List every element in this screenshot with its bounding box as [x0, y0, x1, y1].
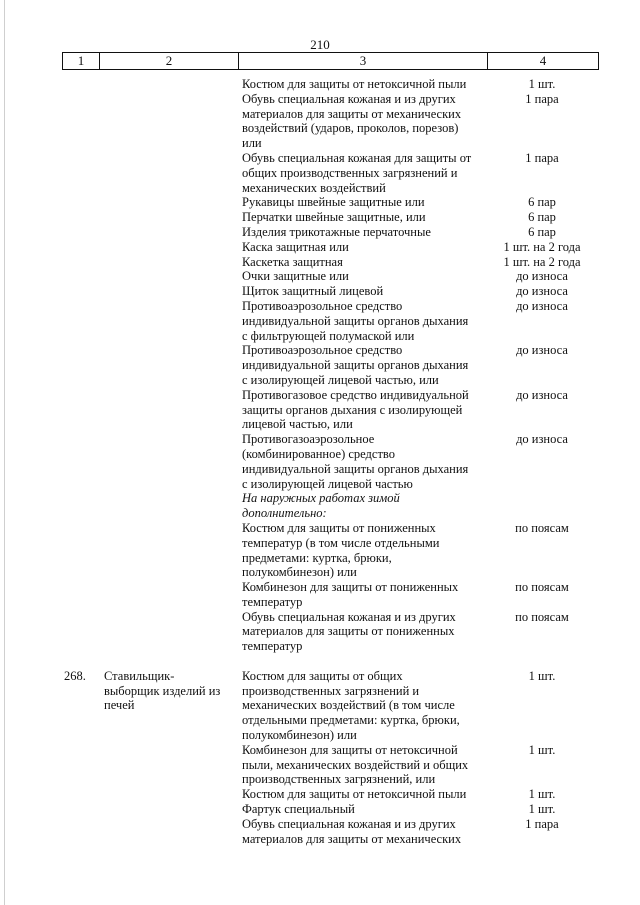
issue-norm: 1 шт. — [528, 802, 556, 817]
table-row — [0, 343, 640, 387]
table-row — [0, 77, 640, 92]
column-header-3: 3 — [239, 53, 488, 70]
table-body — [0, 77, 640, 846]
issue-norm: до износа — [516, 387, 568, 402]
table-row — [0, 817, 640, 847]
issue-norm: 6 пар — [528, 210, 556, 225]
table-row — [0, 491, 640, 521]
table-row — [0, 743, 640, 787]
protective-item: Костюм для защиты от пониженных температур (в том числе отдельными предметами: куртка, брюки, полукомбинезон) или — [242, 520, 440, 580]
table-row — [0, 432, 640, 491]
table-row — [0, 787, 640, 802]
protective-item: Каскетка защитная — [242, 254, 343, 269]
protective-item: Обувь специальная кожаная и из других материалов для защиты от механических воздействий (ударов, проколов, порезов) или — [242, 91, 462, 151]
table-row — [0, 669, 640, 743]
table-row — [0, 580, 640, 610]
issue-norm: 6 пар — [528, 224, 556, 239]
issue-norm: до износа — [516, 298, 568, 313]
issue-norm: 1 пара — [525, 150, 559, 165]
protective-item: Костюм для защиты от общих производственных загрязнений и механических воздействий (в том числе отдельными предметами: куртка, брюки, полукомбинезон) или — [242, 668, 460, 743]
protective-item: Обувь специальная кожаная и из других материалов для защиты от пониженных температур — [242, 609, 456, 654]
table-row — [0, 269, 640, 284]
protective-item: Комбинезон для защиты от пониженных температур — [242, 580, 459, 609]
protective-item: Костюм для защиты от нетоксичной пыли — [242, 77, 467, 91]
profession-name: Ставильщик- выборщик изделий из печей — [104, 668, 221, 713]
table-row — [0, 255, 640, 270]
table-row — [0, 225, 640, 240]
issue-norm: 6 пар — [528, 195, 556, 210]
issue-norm: 1 шт. — [528, 77, 556, 91]
table-row — [0, 240, 640, 255]
issue-norm: до износа — [516, 284, 568, 299]
table-row — [0, 521, 640, 580]
column-header-4: 4 — [488, 53, 599, 70]
issue-norm: по поясам — [515, 580, 569, 595]
protective-item: Перчатки швейные защитные, или — [242, 210, 426, 225]
protective-item: Противоаэрозольное средство индивидуальной защиты органов дыхания с фильтрующей полумаской или — [242, 298, 469, 343]
protective-item: Очки защитные или — [242, 269, 349, 284]
column-header-table — [62, 52, 599, 70]
table-row — [0, 802, 640, 817]
row-number: 268. — [64, 668, 86, 683]
column-header-1: 1 — [63, 53, 100, 70]
table-row — [0, 210, 640, 225]
protective-item: Противогазоаэрозольное (комбинированное) средство индивидуальной защиты органов дыхания с изолирующей лицевой частью — [242, 432, 469, 491]
table-row — [0, 195, 640, 210]
table-row — [0, 151, 640, 195]
issue-norm: 1 шт. — [528, 668, 556, 683]
column-header-row — [63, 53, 599, 70]
issue-norm: до износа — [516, 269, 568, 284]
protective-item: На наружных работах зимой дополнительно: — [242, 491, 400, 521]
table-row — [0, 92, 640, 151]
issue-norm: 1 шт. на 2 года — [503, 239, 581, 254]
protective-item: Обувь специальная кожаная и из других материалов для защиты от механических — [242, 816, 462, 846]
issue-norm: до износа — [516, 432, 568, 447]
issue-norm: 1 шт. — [528, 742, 556, 757]
table-row — [0, 610, 640, 654]
column-header-2: 2 — [100, 53, 239, 70]
issue-norm: 1 пара — [525, 816, 559, 831]
table-row — [0, 388, 640, 432]
issue-norm: до износа — [516, 343, 568, 358]
protective-item: Каска защитная или — [242, 239, 349, 254]
page-number: 210 — [310, 37, 330, 52]
protective-item: Костюм для защиты от нетоксичной пыли — [242, 787, 467, 802]
issue-norm: 1 шт. на 2 года — [503, 254, 581, 269]
table-row — [0, 284, 640, 299]
issue-norm: по поясам — [515, 520, 569, 535]
table-row — [0, 299, 640, 343]
protective-item: Щиток защитный лицевой — [242, 284, 384, 299]
protective-item: Изделия трикотажные перчаточные — [242, 224, 431, 239]
protective-item: Противогазовое средство индивидуальной защиты органов дыхания с изолирующей лицевой частью, или — [242, 387, 469, 432]
protective-item: Фартук специальный — [242, 802, 355, 817]
issue-norm: 1 шт. — [528, 787, 556, 802]
issue-norm: по поясам — [515, 609, 569, 624]
protective-item: Противоаэрозольное средство индивидуальной защиты органов дыхания с изолирующей лицевой частью, или — [242, 343, 469, 387]
issue-norm: 1 пара — [525, 91, 559, 106]
protective-item: Рукавицы швейные защитные или — [242, 195, 425, 210]
protective-item: Комбинезон для защиты от нетоксичной пыли, механических воздействий и общих производственных загрязнений, или — [242, 742, 469, 787]
protective-item: Обувь специальная кожаная для защиты от общих производственных загрязнений и механических воздействий — [242, 150, 472, 195]
